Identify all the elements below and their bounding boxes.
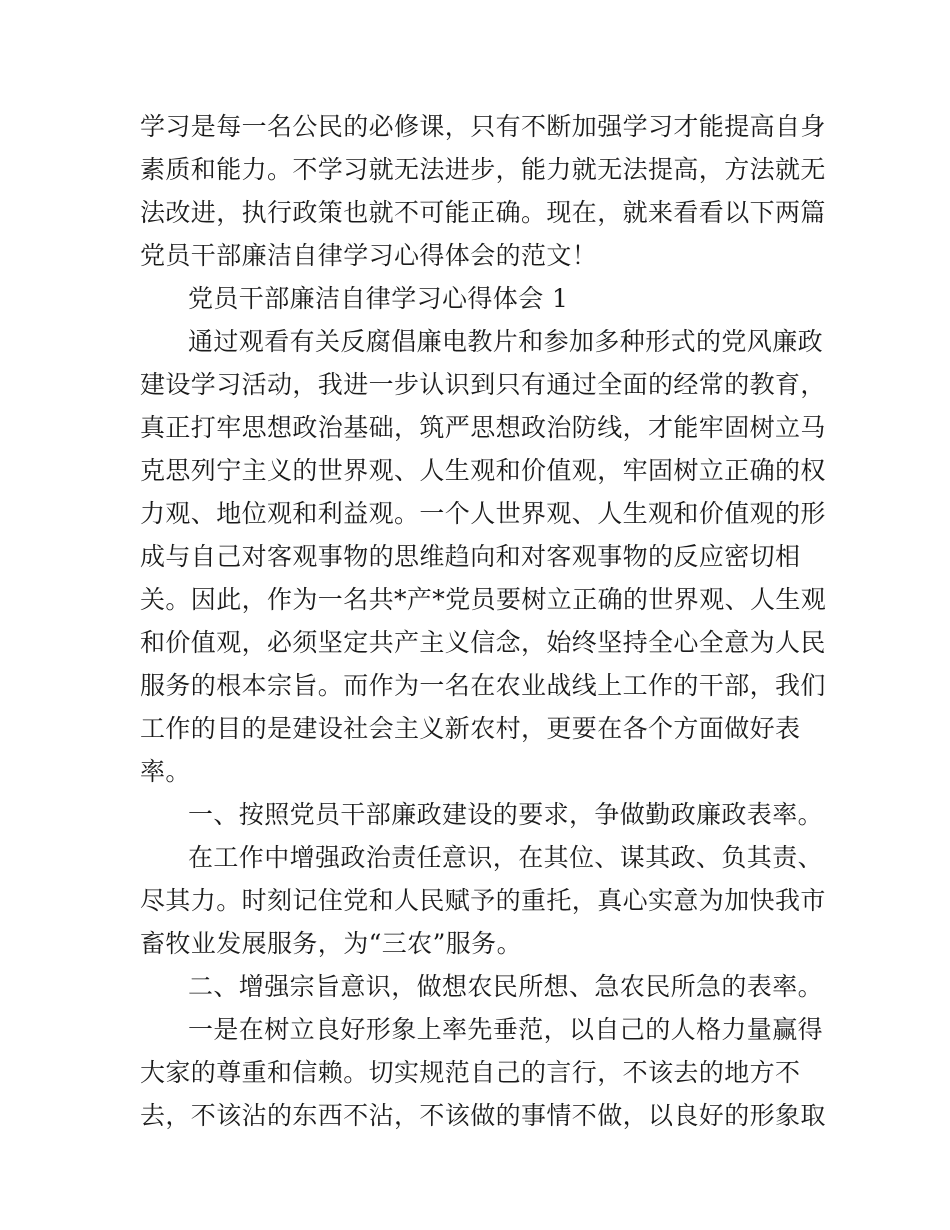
body-line: 畜牧业发展服务，为“三农”服务。 (140, 929, 522, 958)
heading-2: 二、增强宗旨意识，做想农民所想、急农民所急的表率。 (188, 972, 824, 1001)
body-line: 率。 (140, 757, 191, 786)
body-line: 力观、地位观和利益观。一个人世界观、人生观和价值观的形 (140, 499, 826, 528)
body-line: 真正打牢思想政治基础，筑严思想政治防线，才能牢固树立马 (140, 413, 826, 442)
intro-line: 党员干部廉洁自律学习心得体会的范文！ (140, 241, 598, 270)
body-line: 成与自己对客观事物的思维趋向和对客观事物的反应密切相 (140, 542, 801, 571)
intro-line: 素质和能力。不学习就无法进步，能力就无法提高，方法就无 (140, 155, 826, 184)
body-line: 克思列宁主义的世界观、人生观和价值观，牢固树立正确的权 (140, 456, 826, 485)
heading-1: 一、按照党员干部廉政建设的要求，争做勤政廉政表率。 (188, 800, 824, 829)
section-title: 党员干部廉洁自律学习心得体会 1 (188, 284, 569, 313)
body-line: 和价值观，必须坚定共产主义信念，始终坚持全心全意为人民 (140, 628, 826, 657)
intro-line: 法改进，执行政策也就不可能正确。现在，就来看看以下两篇 (140, 198, 826, 227)
body-line: 尽其力。时刻记住党和人民赋予的重托，真心实意为加快我市 (140, 886, 826, 915)
body-line: 服务的根本宗旨。而作为一名在农业战线上工作的干部，我们 (140, 671, 826, 700)
body-line: 通过观看有关反腐倡廉电教片和参加多种形式的党风廉政 (188, 327, 824, 356)
body-line: 一是在树立良好形象上率先垂范，以自己的人格力量赢得 (188, 1015, 824, 1044)
body-line: 建设学习活动，我进一步认识到只有通过全面的经常的教育， (140, 370, 826, 399)
body-line: 在工作中增强政治责任意识，在其位、谋其政、负其责、 (188, 843, 824, 872)
intro-line: 学习是每一名公民的必修课，只有不断加强学习才能提高自身 (140, 112, 826, 141)
body-line: 去，不该沾的东西不沾，不该做的事情不做，以良好的形象取 (140, 1101, 826, 1130)
body-line: 关。因此，作为一名共*产*党员要树立正确的世界观、人生观 (140, 585, 827, 614)
body-line: 大家的尊重和信赖。切实规范自己的言行，不该去的地方不 (140, 1058, 801, 1087)
body-line: 工作的目的是建设社会主义新农村，更要在各个方面做好表 (140, 714, 801, 743)
